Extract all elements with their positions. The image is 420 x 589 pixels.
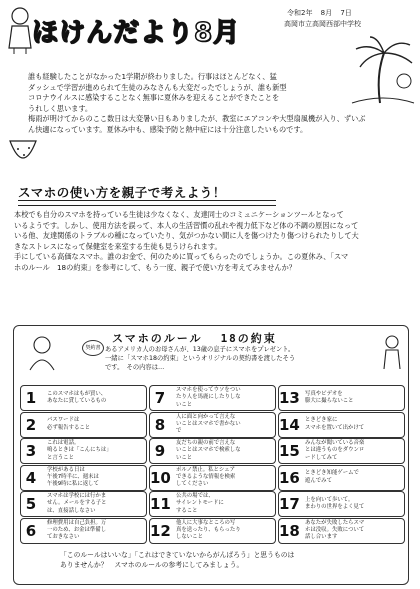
closing-text bbox=[60, 550, 360, 570]
rule-number: 16 bbox=[279, 468, 300, 487]
rule-text-line: このスマホはもが買い、 bbox=[47, 390, 107, 397]
rule-text-line: たり人を馬鹿にしたりしな bbox=[176, 394, 241, 401]
rule-number: 10 bbox=[150, 468, 171, 487]
rule-cell bbox=[278, 491, 405, 517]
rule-cell bbox=[20, 385, 147, 411]
rule-text-line: ときどき知能ゲームで bbox=[305, 470, 359, 477]
rule-text bbox=[299, 497, 367, 512]
rule-text bbox=[41, 417, 93, 432]
rule-text-line: 友だちの親の前で言えな bbox=[176, 440, 236, 447]
intro-line: 誰も経験したことがなかった1学期が終わりました。行事はほとんどなく、猛 bbox=[28, 72, 277, 81]
rule-text bbox=[170, 440, 244, 462]
rule-text bbox=[170, 387, 244, 409]
section-line: いる他、友達関係のトラブルの種になっていたり、気がつかない間に人を傷つけたり傷つけられたりして大 bbox=[14, 231, 359, 240]
mother-icon bbox=[22, 332, 62, 372]
rule-text-line: 学校がある日は bbox=[47, 466, 85, 473]
rules-box-title bbox=[112, 330, 277, 346]
section-line: 手にしている高価なスマホ。誰のお金で、何のために買ってもらったのでしょうか。この夏休み、「スマ bbox=[14, 252, 349, 261]
rule-text-line: してください bbox=[176, 481, 209, 488]
rule-text-line: 公共の場では、 bbox=[176, 493, 214, 500]
rule-text-line: 話し合います bbox=[305, 534, 338, 541]
intro-line: コロナウイルスに感染することなく無事に夏休みを迎えることができたことを bbox=[28, 93, 280, 102]
rules-intro-line: あるアメリカ人のお母さんが、13歳の息子にスマホをプレゼント。 bbox=[105, 346, 295, 353]
rule-number: 7 bbox=[154, 389, 166, 407]
rule-text-line: 遊んでみて bbox=[305, 477, 332, 484]
rule-cell bbox=[20, 465, 147, 491]
rule-number: 13 bbox=[279, 389, 300, 407]
rule-text-line: 写真やビデオを bbox=[305, 390, 343, 397]
rule-text bbox=[170, 520, 244, 542]
rule-text-line: とは違うものをダウンロ bbox=[305, 447, 365, 454]
rule-text-line: で bbox=[176, 428, 182, 435]
rule-number: 9 bbox=[154, 442, 166, 460]
rule-text-line: ポルノ禁止。私とシェア bbox=[176, 466, 235, 473]
rule-cell bbox=[149, 491, 276, 517]
issue-date: 令和2年 8月 7日 bbox=[287, 9, 352, 17]
rule-text-line: できるような情報を検索 bbox=[176, 473, 236, 480]
rule-text-line: みんなが聞いている音楽 bbox=[305, 440, 365, 447]
rule-text-line: すること bbox=[176, 507, 198, 514]
contract-badge: 契約書 bbox=[82, 340, 104, 356]
rule-number: 8 bbox=[154, 415, 166, 434]
rule-text-line: いこと bbox=[176, 454, 193, 461]
rule-text bbox=[41, 520, 109, 542]
rule-cell bbox=[20, 518, 147, 544]
rule-text bbox=[41, 467, 102, 489]
rule-text bbox=[299, 417, 367, 432]
rules-intro-line: 一緒に「スマホ18の約束」というオリジナルの契約書を渡したそう bbox=[105, 355, 296, 362]
rule-text bbox=[170, 467, 238, 489]
rule-number: 15 bbox=[279, 442, 300, 460]
rule-number: 12 bbox=[150, 521, 171, 540]
rule-text bbox=[299, 391, 357, 406]
section-paragraph bbox=[14, 210, 410, 273]
rule-number: 18 bbox=[279, 521, 300, 540]
rule-cell bbox=[20, 438, 147, 464]
rule-text-line: 午後9時に私に返して bbox=[47, 481, 99, 488]
rule-cell bbox=[278, 412, 405, 438]
closing-line: ありませんか？ スマホのルールの参考にしてみましょう。 bbox=[60, 561, 244, 569]
rule-text-line: スマホは学校には行かま bbox=[47, 493, 107, 500]
intro-paragraph bbox=[28, 72, 358, 114]
rule-text-line: パスワードは bbox=[47, 417, 80, 424]
rule-cell bbox=[149, 518, 276, 544]
rule-text-line: 真を送ったり、もらったり bbox=[176, 526, 241, 533]
rule-cell bbox=[149, 385, 276, 411]
rule-text-line: 他人に大事なところの写 bbox=[176, 519, 236, 526]
rules-intro bbox=[105, 345, 375, 372]
rule-text-line: いことはスマホで検索しな bbox=[176, 447, 241, 454]
school-name: 高岡市立高岡西部中学校 bbox=[284, 20, 361, 28]
rule-number: 17 bbox=[279, 495, 300, 513]
rule-number: 6 bbox=[25, 521, 37, 540]
rule-cell bbox=[149, 465, 276, 491]
rules-intro-line: です。 その内容は… bbox=[105, 364, 165, 371]
rule-text-line: 一のため、お金は準備し bbox=[47, 526, 107, 533]
watermelon-icon bbox=[8, 135, 38, 173]
intro-line: 梅雨が明けてからのここ数日は大変暑い日もありましたが、教室にエアコンや大型扇風機が入り、ずいぶ bbox=[28, 114, 366, 123]
section-line: いるようです。しかし、使用方法を誤って、本人の生活習慣の乱れや視力低下など体の不調の原因になって bbox=[14, 220, 359, 230]
rule-number: 2 bbox=[25, 415, 37, 434]
rule-text-line: しないこと bbox=[176, 534, 203, 541]
rule-cell bbox=[20, 491, 147, 517]
rule-cell bbox=[278, 518, 405, 544]
rule-text bbox=[170, 414, 244, 436]
rule-text-line: サイレントモードに bbox=[176, 500, 224, 507]
rule-text bbox=[41, 391, 109, 406]
rule-text-line: これは電話。 bbox=[47, 440, 80, 447]
rule-text bbox=[170, 493, 227, 515]
rule-text-line: せん。メールをする子と bbox=[47, 500, 107, 507]
intro-line: ん快適になっています。夏休み中も、感染予防と熱中症には十分注意したいものです。 bbox=[28, 124, 308, 134]
rule-cell bbox=[278, 438, 405, 464]
rule-cell bbox=[278, 385, 405, 411]
rule-text-line: まわりの世界をよく見て bbox=[305, 504, 365, 510]
rule-text bbox=[41, 493, 110, 515]
rule-text-line: あなたに貸しているもの bbox=[47, 398, 107, 404]
rule-text-line: 上を向いて歩いて。 bbox=[305, 496, 354, 503]
child-icon bbox=[4, 4, 36, 56]
section-line: 本校でも自分のスマホを持っている生徒は少なくなく、友達同士のコミュニケーションツールとなって bbox=[14, 210, 344, 219]
rule-number: 1 bbox=[25, 389, 37, 407]
rule-number: 11 bbox=[150, 495, 171, 513]
rule-number: 5 bbox=[25, 495, 37, 513]
newsletter-title: ほけんだより8月 bbox=[32, 18, 241, 48]
rule-text-line: ホは没収。失敗について bbox=[305, 526, 365, 533]
rule-number: 3 bbox=[25, 442, 37, 460]
rule-text bbox=[299, 520, 367, 542]
intro-line: うれしく思います。 bbox=[28, 103, 93, 113]
rules-title-text: スマホのルール bbox=[112, 332, 203, 345]
rule-cell bbox=[278, 465, 405, 491]
closing-line: 「このルールはいいな」「これはできていないからがんばろう」と思うものは bbox=[60, 551, 295, 559]
rule-text-line: ードしてみて bbox=[305, 454, 338, 461]
rule-text-line: ておきなさい bbox=[47, 534, 80, 541]
rule-text-line: と言うこと bbox=[47, 454, 74, 461]
weather-paragraph bbox=[28, 114, 408, 135]
section-underline bbox=[18, 200, 276, 206]
intro-line: ダッシュで学習が進められて生徒のみなさんも大変だったでしょうが、誰も新型 bbox=[28, 82, 287, 92]
rule-cell bbox=[149, 412, 276, 438]
rule-text-line: 修理費用は自己負担。万 bbox=[47, 519, 107, 526]
rule-text bbox=[41, 440, 115, 462]
boy-icon bbox=[380, 333, 404, 373]
rule-text-line: 人に面と向かって言えな bbox=[176, 413, 236, 420]
rule-number: 14 bbox=[279, 415, 300, 434]
rule-text-line: 午後7時半に、週末は bbox=[47, 473, 99, 480]
rule-text bbox=[299, 470, 362, 485]
rule-text-line: 必ず報告すること bbox=[47, 424, 91, 431]
rule-cell bbox=[20, 412, 147, 438]
rule-text-line: スマホを置いて出かけて bbox=[305, 424, 365, 431]
section-title: スマホの使い方を親子で考えよう！ bbox=[18, 185, 226, 200]
rules-title-count: 18の約束 bbox=[220, 332, 277, 345]
rule-text-line: いこと bbox=[176, 401, 193, 408]
rule-text-line: 膨大に撮らないこと bbox=[305, 398, 354, 404]
rule-number: 4 bbox=[25, 468, 37, 487]
section-line: きなストレスになって保健室を来室する生徒も見うけられます。 bbox=[14, 241, 222, 251]
palm-tree-icon bbox=[350, 35, 416, 105]
rule-text-line: 鳴るときは「こんにちは」 bbox=[47, 447, 112, 454]
rule-text bbox=[299, 440, 367, 462]
rule-cell bbox=[149, 438, 276, 464]
rule-text-line: いことはスマホで書かない bbox=[176, 420, 241, 427]
rule-text-line: あなたが失敗したらスマ bbox=[305, 519, 365, 526]
section-line: ホのルール 18の約束」を参考にして、もう一度、親子で使い方を考えてみませんか？ bbox=[14, 262, 296, 272]
rule-text-line: スマホを使ってウソをつい bbox=[176, 387, 241, 394]
rule-text-line: は、直接話しなさい bbox=[47, 507, 96, 514]
rule-text-line: ときどき家に bbox=[305, 417, 338, 424]
